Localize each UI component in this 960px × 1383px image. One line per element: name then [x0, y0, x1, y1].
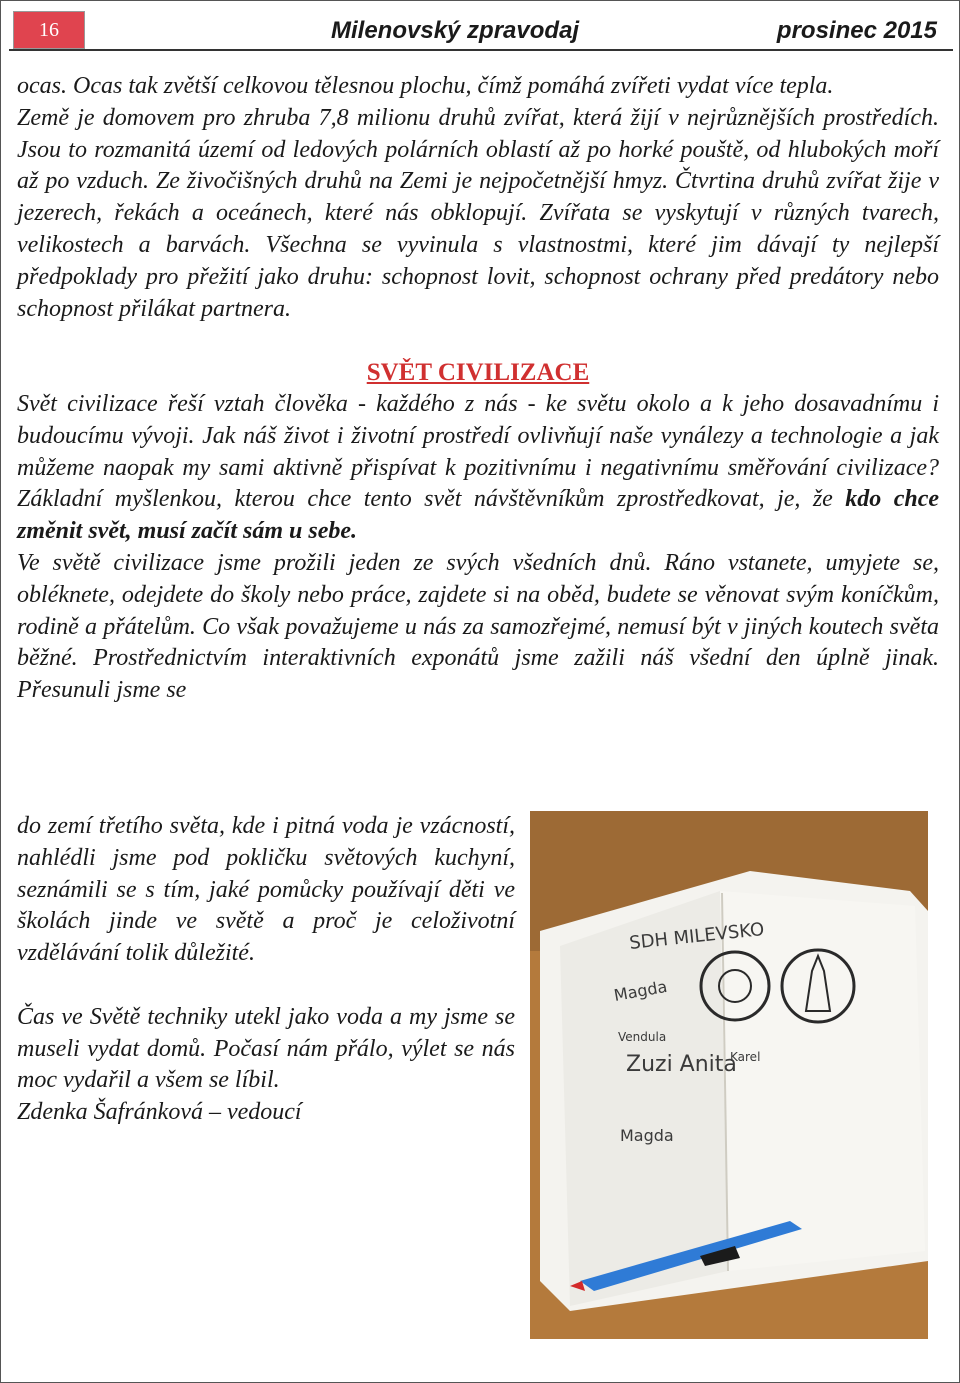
guestbook-photo-drawing: [530, 811, 928, 1339]
paragraph-civilization-2-continued: do zemí třetího světa, kde i pitná voda je vzácností, nahlédli jsme pod pokličku světových kuchyní, seznámili se s tím, jaké pomůcky používají děti ve školách jinde ve světě a proč je celoživotní vzdělávání tolik důležité.: [17, 813, 515, 967]
section-heading: SVĚT CIVILIZACE: [366, 359, 590, 387]
book-signature-1: SDH MILEVSKO: [628, 918, 766, 954]
book-signature-3: Zuzi Anita: [626, 1052, 737, 1077]
book-signature-6: Karel: [730, 1050, 761, 1064]
page-number: 16: [13, 11, 85, 49]
article-body: [17, 71, 939, 707]
paragraph-civilization-1-bold: kdo chce změnit svět, musí začít sám u sebe.: [17, 486, 939, 545]
paragraph-intro-1: ocas. Ocas tak zvětší celkovou tělesnou plochu, čímž pomáhá zvířeti vydat více tepla.: [17, 73, 834, 99]
paragraph-civilization-1-text: Svět civilizace řeší vztah člověka - každého z nás - ke světu okolo a k jeho dosavadnímu i budoucímu vývoji. Jak náš život i životní prostředí ovlivňují naše vynálezy a technologie a jak můžeme naopak my sami aktivně přispívat k pozitivnímu i negativnímu směřování civilizace? Základní myšlenkou, kterou chce tento svět návštěvníkům zprostředkovat, je, že: [17, 390, 939, 513]
paragraph-civilization-1: [17, 389, 939, 548]
paragraph-civilization-2: Ve světě civilizace jsme prožili jeden ze svých všedních dnů. Ráno vstanete, umyjete se, obléknete, odejdete do školy nebo práce, zajdete si na oběd, budete se věnovat svým koníčkům, rodině a přátelům. Co však považujeme u nás za samozřejmé, nemusí být v jiných koutech světa běžné. Prostřednictvím interaktivních exponátů jsme zažili náš všední den úplně jinak. Přesunuli jsme se: [17, 549, 939, 704]
paragraph-closing: Čas ve Světě techniky utekl jako voda a my jsme se museli vydat domů. Počasí nám přálo, výlet se nás moc vydařil a všem se líbil.: [17, 1003, 515, 1094]
book-signature-4: Magda: [620, 1126, 674, 1145]
book-signature-5: Vendula: [618, 1030, 667, 1044]
publication-title: Milenovský zpravodaj: [331, 17, 580, 44]
guestbook-photo: [530, 811, 928, 1339]
article-side-column: [17, 811, 515, 1129]
page-header: [9, 9, 953, 51]
paragraph-intro-2: Země je domovem pro zhruba 7,8 milionu druhů zvířat, která žijí v nejrůznějších prostředích. Jsou to rozmanitá území od ledových polárních oblastí až po horké pouště, od hlubokých moří až po vzduch. Ze živočišných druhů na Zemi je nejpočetnější hmyz. Čtvrtina druhů zvířat žije v jezerech, řekách a oceánech, které nás obklopují. Zvířata se vyskytují v různých tvarech, velikostech a barvách. Všechna se vyvinula s vlastnostmi, které jim dávají ty nejlepší předpoklady pro přežití jako druhu: schopnost lovit, schopnost ochrany před predátory nebo schopnost přilákat partnera.: [17, 104, 939, 322]
issue-date: prosinec 2015: [776, 17, 937, 44]
book-signature-2: Magda: [612, 976, 669, 1005]
signature: Zdenka Šafránková – vedoucí: [17, 1099, 302, 1126]
